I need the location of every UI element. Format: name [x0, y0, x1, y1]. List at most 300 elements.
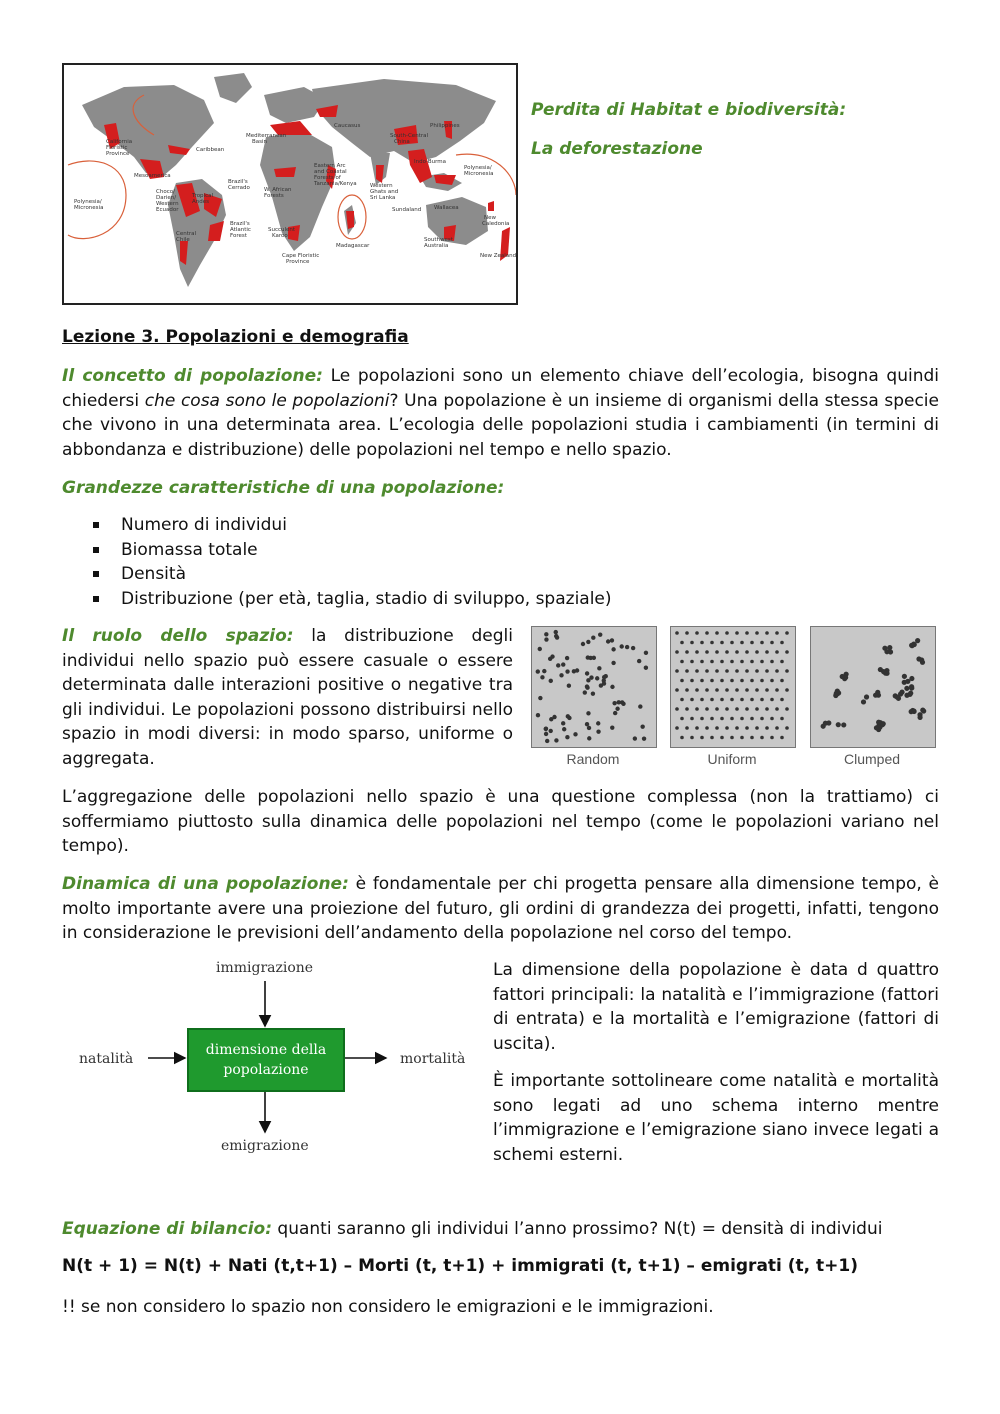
random-dot	[554, 630, 558, 634]
uniform-dot	[735, 650, 739, 654]
random-dot	[587, 736, 591, 740]
svg-text:Caribbean: Caribbean	[196, 147, 225, 153]
uniform-dot	[720, 660, 724, 664]
svg-text:Wallacea: Wallacea	[434, 205, 459, 211]
svg-text:Chile: Chile	[176, 237, 190, 243]
uniform-dot	[755, 650, 759, 654]
random-dot	[625, 645, 629, 649]
bilancio-label: Equazione di bilancio:	[62, 1219, 273, 1239]
uniform-dot	[780, 679, 784, 683]
uniform-dot	[735, 631, 739, 635]
uniform-dot	[685, 688, 689, 692]
concept-paragraph	[62, 364, 939, 462]
random-dot	[597, 666, 601, 670]
random-dot	[596, 729, 600, 733]
dinamica-label: Dinamica di una popolazione:	[62, 874, 349, 894]
random-dot	[586, 640, 590, 644]
svg-text:Sri Lanka: Sri Lanka	[370, 195, 396, 201]
uniform-dot	[785, 650, 789, 654]
clumped-dot	[861, 699, 866, 704]
random-dot	[610, 725, 614, 729]
random-dot	[572, 669, 576, 673]
uniform-dot	[780, 641, 784, 645]
uniform-dot	[695, 650, 699, 654]
uniform-dot	[715, 650, 719, 654]
habitat-loss-heading: Perdita di Habitat e biodiversità:	[531, 100, 847, 120]
clumped-dot	[841, 722, 846, 727]
uniform-dot	[765, 669, 769, 673]
concept-label: Il concetto di popolazione:	[62, 366, 323, 386]
svg-text:Mesoamerica: Mesoamerica	[134, 173, 171, 179]
dimensione-paragraph-1: La dimensione della popolazione è data d quattro fattori principali: la natalità e l’immigrazione (fattori di entrata) e la mortalità e l’emigrazione (fattori di uscita).	[493, 960, 939, 1054]
spazio-paragraph	[62, 624, 513, 771]
uniform-dot	[745, 650, 749, 654]
uniform-dot	[770, 736, 774, 740]
uniform-dot	[780, 736, 784, 740]
uniform-dot	[680, 736, 684, 740]
clumped-dot	[881, 669, 886, 674]
random-dot	[595, 676, 599, 680]
uniform-dot	[725, 631, 729, 635]
svg-text:Brazil's: Brazil's	[228, 179, 248, 185]
uniform-dot	[710, 736, 714, 740]
uniform-dot	[775, 707, 779, 711]
random-dot	[611, 661, 615, 665]
svg-text:New Zealand: New Zealand	[480, 253, 516, 259]
svg-text:Philippines: Philippines	[430, 123, 460, 129]
uniform-dot	[730, 679, 734, 683]
random-dot	[644, 651, 648, 655]
random-dot	[545, 739, 549, 743]
list-item: Densità	[62, 562, 862, 587]
svg-text:Forest: Forest	[230, 233, 247, 239]
uniform-dot	[690, 717, 694, 721]
clumped-dot	[821, 724, 826, 729]
svg-text:Andes: Andes	[192, 199, 209, 205]
dinamica-paragraph	[62, 872, 939, 946]
clumped-distribution-panel	[810, 626, 936, 748]
uniform-dot	[680, 641, 684, 645]
random-dot	[565, 656, 569, 660]
list-item: Distribuzione (per età, taglia, stadio di sviluppo, spaziale)	[62, 587, 862, 612]
random-dot	[538, 696, 542, 700]
world-map-graphic	[64, 65, 516, 303]
uniform-dot	[720, 641, 724, 645]
uniform-dot	[710, 679, 714, 683]
uniform-dot	[755, 688, 759, 692]
svg-text:Atlantic: Atlantic	[230, 227, 251, 233]
random-dot	[565, 669, 569, 673]
clumped-dot	[864, 694, 869, 699]
uniform-dot	[770, 679, 774, 683]
uniform-dot	[720, 698, 724, 702]
bilancio-text: quanti saranno gli individui l’anno prossimo? N(t) = densità di individui	[272, 1219, 883, 1239]
random-dot	[633, 736, 637, 740]
clumped-dot	[898, 691, 903, 696]
uniform-dot	[780, 660, 784, 664]
uniform-dot	[730, 660, 734, 664]
clumped-dot	[909, 684, 914, 689]
uniform-dot	[690, 679, 694, 683]
uniform-dot	[700, 641, 704, 645]
svg-text:Basin: Basin	[252, 139, 268, 145]
uniform-dot	[705, 650, 709, 654]
random-dot	[554, 738, 558, 742]
svg-text:Polynesia/: Polynesia/	[464, 165, 492, 171]
uniform-dot	[785, 688, 789, 692]
random-dot	[540, 675, 544, 679]
uniform-dot	[730, 641, 734, 645]
uniform-dot	[685, 650, 689, 654]
uniform-dot	[780, 717, 784, 721]
svg-text:Indo-Burma: Indo-Burma	[414, 159, 447, 165]
deforestation-heading: La deforestazione	[531, 139, 703, 159]
uniform-dot	[750, 660, 754, 664]
random-dot	[549, 729, 553, 733]
uniform-dot	[690, 641, 694, 645]
svg-text:Caucasus: Caucasus	[334, 123, 361, 129]
svg-text:Tropical: Tropical	[192, 193, 213, 199]
uniform-dot	[770, 641, 774, 645]
uniform-dot	[685, 631, 689, 635]
uniform-dot	[695, 726, 699, 730]
svg-text:Brazil's: Brazil's	[230, 221, 250, 227]
random-dot	[620, 644, 624, 648]
random-dot	[587, 726, 591, 730]
svg-text:Mediterranean: Mediterranean	[246, 133, 287, 139]
uniform-dot	[760, 660, 764, 664]
concept-text-1: Le popolazioni sono un elemento chiave dell’ecologia, bisogna quindi chiedersi	[62, 366, 939, 411]
uniform-dot	[675, 688, 679, 692]
mortality-label: mortalità	[400, 1051, 466, 1067]
uniform-dot	[755, 726, 759, 730]
svg-text:Sundaland: Sundaland	[392, 207, 422, 213]
uniform-dot	[765, 707, 769, 711]
random-dot	[561, 721, 565, 725]
clumped-dot	[887, 645, 892, 650]
uniform-dot	[725, 669, 729, 673]
spazio-text: la distribuzione degli individui nello spazio può essere casuale o essere determinata dalle interazioni positive o negative tra gli individui. Le popolazioni possono distribuirsi nello spazio in modi diversi: in modo sparso, uniforme o aggregata.	[62, 626, 513, 769]
random-dot	[642, 736, 646, 740]
bilancio-paragraph	[62, 1217, 939, 1242]
spazio-label: Il ruolo dello spazio:	[62, 626, 294, 646]
random-dot	[583, 690, 587, 694]
uniform-dot	[750, 679, 754, 683]
clumped-dot	[874, 725, 879, 730]
uniform-dot	[785, 669, 789, 673]
random-dot	[536, 669, 540, 673]
uniform-dot	[770, 717, 774, 721]
hotspot-world-map	[62, 63, 518, 305]
svg-text:Tanzania/Kenya: Tanzania/Kenya	[314, 181, 357, 187]
uniform-dot	[725, 726, 729, 730]
svg-text:Forests: Forests	[264, 193, 284, 199]
uniform-dot	[705, 707, 709, 711]
uniform-dot	[705, 669, 709, 673]
uniform-dot	[720, 736, 724, 740]
uniform-dot	[770, 698, 774, 702]
uniform-dot	[785, 631, 789, 635]
svg-text:Floristic: Floristic	[106, 145, 128, 151]
box-line-1: dimensione della	[205, 1042, 327, 1058]
uniform-distribution-panel	[670, 626, 796, 748]
svg-text:Succulent: Succulent	[268, 227, 296, 233]
uniform-dot	[775, 669, 779, 673]
uniform-dot	[775, 726, 779, 730]
svg-text:Ecuador: Ecuador	[156, 207, 179, 213]
svg-text:Cape Floristic: Cape Floristic	[282, 253, 320, 259]
uniform-dot	[730, 717, 734, 721]
random-dot	[585, 684, 589, 688]
svg-text:Province: Province	[106, 151, 130, 157]
svg-text:Western: Western	[156, 201, 179, 207]
random-dot	[550, 654, 554, 658]
random-dot	[586, 711, 590, 715]
uniform-dot	[740, 660, 744, 664]
uniform-dot	[730, 698, 734, 702]
svg-text:Choco/: Choco/	[156, 189, 175, 195]
clumped-dot	[881, 721, 886, 726]
birth-label: natalità	[79, 1051, 134, 1067]
clumped-dot	[917, 715, 922, 720]
clumped-dots	[811, 627, 935, 747]
uniform-dot	[700, 698, 704, 702]
concept-italic: che cosa sono le popolazioni	[144, 390, 390, 411]
uniform-dot	[715, 726, 719, 730]
uniform-dot	[695, 688, 699, 692]
random-dot	[554, 634, 558, 638]
clumped-dot	[888, 649, 893, 654]
random-dot	[637, 659, 641, 663]
svg-text:China: China	[394, 139, 410, 145]
uniform-dots	[671, 627, 795, 747]
random-dot	[588, 656, 592, 660]
uniform-dot	[705, 631, 709, 635]
random-dot	[585, 671, 589, 675]
clumped-dot	[873, 693, 878, 698]
uniform-dot	[765, 631, 769, 635]
uniform-dot	[680, 660, 684, 664]
svg-text:Southwest: Southwest	[424, 237, 453, 243]
uniform-dot	[750, 717, 754, 721]
random-dot	[565, 735, 569, 739]
random-dot	[559, 673, 563, 677]
uniform-dot	[705, 726, 709, 730]
uniform-dot	[740, 736, 744, 740]
uniform-dot	[710, 698, 714, 702]
lesson-title: Lezione 3. Popolazioni e demografia	[62, 327, 409, 347]
random-label: Random	[566, 751, 620, 767]
random-dot	[556, 663, 560, 667]
uniform-dot	[735, 688, 739, 692]
random-dot	[602, 681, 606, 685]
random-dot	[640, 724, 644, 728]
uniform-dot	[685, 707, 689, 711]
uniform-dot	[675, 669, 679, 673]
uniform-dot	[780, 698, 784, 702]
uniform-dot	[715, 631, 719, 635]
uniform-dot	[705, 688, 709, 692]
svg-text:Micronesia: Micronesia	[464, 171, 494, 177]
uniform-dot	[695, 631, 699, 635]
random-distribution-panel	[531, 626, 657, 748]
svg-text:South-Central: South-Central	[390, 133, 428, 139]
uniform-dot	[690, 736, 694, 740]
uniform-dot	[785, 707, 789, 711]
random-dot	[544, 637, 548, 641]
uniform-dot	[675, 631, 679, 635]
uniform-dot	[730, 736, 734, 740]
random-dot	[544, 632, 548, 636]
clumped-dot	[905, 679, 910, 684]
uniform-dot	[735, 669, 739, 673]
random-dot	[591, 691, 595, 695]
svg-text:Ghats and: Ghats and	[370, 189, 399, 195]
uniform-dot	[680, 679, 684, 683]
uniform-dot	[775, 631, 779, 635]
uniform-dot	[765, 688, 769, 692]
random-dot	[581, 642, 585, 646]
uniform-dot	[740, 717, 744, 721]
uniform-dot	[710, 641, 714, 645]
uniform-dot	[725, 650, 729, 654]
clumped-dot	[876, 720, 881, 725]
svg-text:Eastern Arc: Eastern Arc	[314, 163, 346, 169]
random-dot	[549, 679, 553, 683]
uniform-dot	[745, 669, 749, 673]
uniform-dot	[735, 726, 739, 730]
uniform-label: Uniform	[707, 751, 757, 767]
clumped-dot	[904, 693, 909, 698]
random-dot	[566, 714, 570, 718]
uniform-dot	[725, 688, 729, 692]
dinamica-text: è fondamentale per chi progetta pensare alla dimensione tempo, è molto importante avere una proiezione del futuro, gli ordini di grandezza dei progetti, infatti, tengono in considerazione le previsioni dell’andamento della popolazione nel corso del tempo.	[62, 874, 939, 943]
random-dot	[610, 638, 614, 642]
random-dot	[544, 727, 548, 731]
uniform-dot	[675, 726, 679, 730]
clumped-dot	[920, 707, 925, 712]
random-dot	[538, 647, 542, 651]
random-dot	[596, 721, 600, 725]
uniform-dot	[690, 660, 694, 664]
random-dot	[644, 666, 648, 670]
random-dot	[585, 722, 589, 726]
uniform-dot	[685, 726, 689, 730]
uniform-dot	[685, 669, 689, 673]
random-dot	[611, 647, 615, 651]
svg-text:Darien/: Darien/	[156, 195, 177, 201]
uniform-dot	[775, 688, 779, 692]
uniform-dot	[710, 717, 714, 721]
uniform-dot	[740, 679, 744, 683]
uniform-dot	[700, 679, 704, 683]
svg-text:Micronesia: Micronesia	[74, 205, 104, 211]
uniform-dot	[745, 688, 749, 692]
balance-equation: N(t + 1) = N(t) + Nati (t,t+1) – Morti (t, t+1) + immigrati (t, t+1) – emigrati (t, t+1)	[62, 1256, 859, 1276]
clumped-dot	[909, 643, 914, 648]
uniform-dot	[765, 650, 769, 654]
list-item: Numero di individui	[62, 513, 862, 538]
note-paragraph: !! se non considero lo spazio non considero le emigrazioni e le immigrazioni.	[62, 1297, 714, 1317]
concept-text-2: ? Una popolazione è un insieme di organismi della stessa specie che vivono in una determinata area. L’ecologia delle popolazioni studia i cambiamenti (in termini di abbondanza e distribuzione) delle popolazioni nel tempo e nello spazio.	[62, 390, 939, 460]
clumped-dot	[920, 660, 925, 665]
uniform-dot	[750, 641, 754, 645]
uniform-dot	[695, 669, 699, 673]
random-dot	[615, 707, 619, 711]
uniform-dot	[710, 660, 714, 664]
svg-text:W. African: W. African	[264, 187, 292, 193]
random-dot	[573, 732, 577, 736]
svg-text:California: California	[106, 139, 133, 145]
random-dot	[606, 639, 610, 643]
uniform-dot	[775, 650, 779, 654]
svg-text:New: New	[484, 215, 496, 221]
uniform-dot	[760, 679, 764, 683]
random-dot	[610, 685, 614, 689]
random-dot	[613, 711, 617, 715]
svg-text:Western: Western	[370, 183, 393, 189]
random-dot	[544, 732, 548, 736]
uniform-dot	[760, 641, 764, 645]
aggregazione-paragraph: L’aggregazione delle popolazioni nello spazio è una questione complessa (non la trattiamo) ci soffermiamo piuttosto sulla dinamica delle popolazioni nel tempo (come le popolazioni variano nel tempo).	[62, 787, 939, 856]
uniform-dot	[745, 631, 749, 635]
uniform-dot	[725, 707, 729, 711]
uniform-dot	[680, 698, 684, 702]
uniform-dot	[700, 717, 704, 721]
clumped-dot	[902, 674, 907, 679]
uniform-dot	[745, 726, 749, 730]
uniform-dot	[740, 698, 744, 702]
uniform-dot	[770, 660, 774, 664]
uniform-dot	[755, 707, 759, 711]
uniform-dot	[715, 669, 719, 673]
random-dot	[591, 636, 595, 640]
uniform-dot	[755, 669, 759, 673]
clumped-dot	[836, 722, 841, 727]
clumped-dot	[834, 691, 839, 696]
uniform-dot	[760, 717, 764, 721]
clumped-dot	[915, 638, 920, 643]
uniform-dot	[700, 736, 704, 740]
random-dot	[617, 700, 621, 704]
dimensione-paragraph-2: È importante sottolineare come natalità e mortalità sono legati ad uno schema interno mentre l’immigrazione e l’emigrazione siano invece legati a schemi esterni.	[493, 1071, 939, 1165]
random-dot	[561, 662, 565, 666]
uniform-dot	[765, 726, 769, 730]
box-line-2: popolazione	[223, 1062, 309, 1078]
uniform-dot	[735, 707, 739, 711]
random-dot	[604, 674, 608, 678]
svg-text:Polynesia/: Polynesia/	[74, 199, 102, 205]
uniform-dot	[720, 679, 724, 683]
grandezze-list	[62, 513, 862, 611]
immigration-label: immigrazione	[216, 960, 314, 976]
uniform-dot	[715, 707, 719, 711]
uniform-dot	[690, 698, 694, 702]
random-dot	[567, 684, 571, 688]
random-dot	[562, 727, 566, 731]
clumped-label: Clumped	[843, 751, 901, 767]
svg-text:Province: Province	[286, 259, 310, 265]
random-dot	[638, 704, 642, 708]
uniform-dot	[755, 631, 759, 635]
random-dot	[612, 701, 616, 705]
random-dot	[536, 713, 540, 717]
grandezze-heading: Grandezze caratteristiche di una popolazione:	[62, 478, 505, 498]
random-dot	[598, 632, 602, 636]
random-dot	[631, 646, 635, 650]
random-dot	[549, 717, 553, 721]
uniform-dot	[745, 707, 749, 711]
